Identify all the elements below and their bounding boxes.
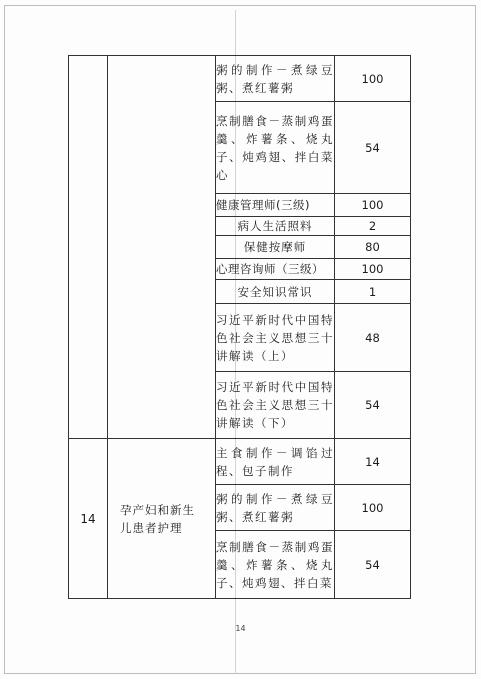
- hours-value: 100: [361, 262, 384, 276]
- hours-value: 100: [361, 198, 384, 212]
- occupation-cell-empty: [108, 56, 216, 439]
- hours-value: 54: [365, 140, 380, 155]
- course-cell: [216, 217, 335, 236]
- row-number-cell-empty: [69, 56, 108, 439]
- row-number: 14: [80, 511, 96, 526]
- table-row: [69, 439, 411, 485]
- course-cell: [216, 280, 335, 304]
- hours-value: 100: [361, 71, 384, 86]
- hours-cell: [335, 304, 411, 372]
- course-name: 烹制膳食－蒸制鸡蛋羹、炸薯条、烧丸子、炖鸡翅、拌白菜心: [216, 113, 334, 182]
- course-cell: [216, 236, 335, 259]
- hours-value: 54: [365, 398, 380, 412]
- page-number: 14: [235, 624, 246, 633]
- hours-value: 14: [365, 454, 380, 469]
- course-cell: [216, 372, 335, 439]
- occupation-cell: [108, 439, 216, 599]
- hours-cell: [335, 194, 411, 217]
- hours-value: 1: [368, 284, 377, 299]
- hours-cell: [335, 372, 411, 439]
- course-name: 习近平新时代中国特色社会主义思想三十讲解读（上）: [216, 312, 334, 363]
- hours-cell: [335, 56, 411, 102]
- hours-value: 80: [365, 240, 380, 254]
- hours-cell: [335, 531, 411, 599]
- course-cell: [216, 194, 335, 217]
- course-name: 主食制作－调馅过程、包子制作: [216, 445, 334, 478]
- course-cell: [216, 531, 335, 599]
- course-name: 病人生活照料: [237, 219, 313, 233]
- course-name: 粥的制作－煮绿豆粥、煮红薯粥: [216, 491, 334, 524]
- course-name: 粥的制作－煮绿豆粥、煮红薯粥: [216, 62, 334, 95]
- course-cell: [216, 304, 335, 372]
- course-name: 健康管理师(三级): [216, 198, 310, 212]
- hours-value: 2: [368, 219, 377, 233]
- course-cell: [216, 485, 335, 531]
- hours-cell: [335, 236, 411, 259]
- course-cell: [216, 102, 335, 194]
- occupation-name: 孕产妇和新生儿患者护理: [120, 502, 195, 535]
- hours-cell: [335, 485, 411, 531]
- hours-cell: [335, 217, 411, 236]
- training-course-table: [68, 55, 411, 599]
- table-row: [69, 56, 411, 102]
- course-name: 保健按摩师: [243, 240, 307, 254]
- hours-value: 54: [365, 557, 380, 572]
- course-name: 安全知识常识: [237, 284, 313, 299]
- course-name: 习近平新时代中国特色社会主义思想三十讲解读（下）: [216, 380, 334, 430]
- hours-cell: [335, 102, 411, 194]
- course-name: 烹制膳食－蒸制鸡蛋羹、炸薯条、烧丸子、炖鸡翅、拌白菜: [216, 539, 334, 590]
- hours-cell: [335, 439, 411, 485]
- hours-cell: [335, 259, 411, 280]
- course-name: 心理咨询师（三级）: [216, 262, 324, 276]
- course-cell: [216, 439, 335, 485]
- hours-cell: [335, 280, 411, 304]
- course-cell: [216, 56, 335, 102]
- row-number-cell: [69, 439, 108, 599]
- hours-value: 48: [365, 330, 380, 345]
- course-cell: [216, 259, 335, 280]
- hours-value: 100: [361, 500, 384, 515]
